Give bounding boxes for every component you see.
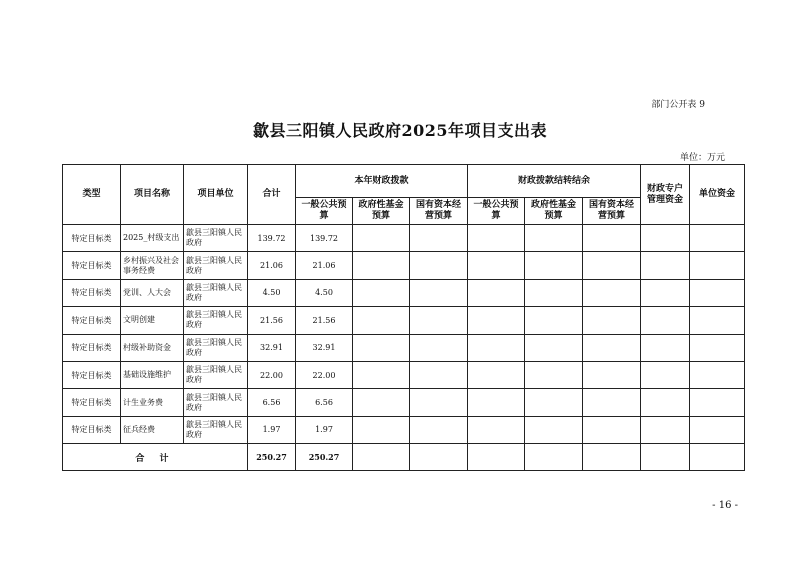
type-cell: 特定目标类 bbox=[63, 389, 121, 416]
header-stateasset-carryover: 国有资本经营预算 bbox=[583, 198, 641, 225]
unit-label: 单位：万元 bbox=[679, 153, 725, 163]
empty-cell bbox=[353, 361, 410, 388]
empty-cell bbox=[525, 307, 583, 334]
type-cell: 特定目标类 bbox=[63, 334, 121, 361]
empty-cell bbox=[353, 334, 410, 361]
table-row bbox=[63, 225, 745, 252]
header-name: 项目名称 bbox=[121, 165, 184, 225]
empty-cell bbox=[641, 361, 690, 388]
table-row bbox=[63, 334, 745, 361]
general-budget-cell: 32.91 bbox=[296, 334, 353, 361]
general-budget-cell: 21.56 bbox=[296, 307, 353, 334]
empty-cell bbox=[525, 252, 583, 279]
empty-cell bbox=[410, 389, 468, 416]
empty-cell bbox=[583, 416, 641, 443]
project-name-cell: 乡村振兴及社会事务经费 bbox=[121, 252, 184, 279]
total-cell: 139.72 bbox=[248, 225, 296, 252]
empty-cell bbox=[468, 444, 525, 471]
empty-cell bbox=[525, 334, 583, 361]
total-cell: 1.97 bbox=[248, 416, 296, 443]
table-row bbox=[63, 252, 745, 279]
empty-cell bbox=[468, 416, 525, 443]
table-row bbox=[63, 416, 745, 443]
project-org-cell: 歙县三阳镇人民政府 bbox=[184, 252, 248, 279]
project-org-cell: 歙县三阳镇人民政府 bbox=[184, 361, 248, 388]
header-general: 一般公共预算 bbox=[296, 198, 353, 225]
empty-cell bbox=[583, 279, 641, 306]
empty-cell bbox=[641, 279, 690, 306]
empty-cell bbox=[525, 225, 583, 252]
empty-cell bbox=[525, 389, 583, 416]
empty-cell bbox=[641, 334, 690, 361]
header-org: 项目单位 bbox=[184, 165, 248, 225]
empty-cell bbox=[353, 252, 410, 279]
total-row bbox=[63, 444, 745, 471]
project-org-cell: 歙县三阳镇人民政府 bbox=[184, 225, 248, 252]
empty-cell bbox=[410, 334, 468, 361]
total-cell: 21.06 bbox=[248, 252, 296, 279]
empty-cell bbox=[468, 334, 525, 361]
table-row bbox=[63, 279, 745, 306]
empty-cell bbox=[690, 252, 745, 279]
empty-cell bbox=[468, 361, 525, 388]
empty-cell bbox=[583, 307, 641, 334]
empty-cell bbox=[690, 444, 745, 471]
empty-cell bbox=[583, 444, 641, 471]
empty-cell bbox=[641, 416, 690, 443]
project-org-cell: 歙县三阳镇人民政府 bbox=[184, 416, 248, 443]
project-name-cell: 征兵经费 bbox=[121, 416, 184, 443]
empty-cell bbox=[468, 279, 525, 306]
empty-cell bbox=[690, 389, 745, 416]
page-title: 歙县三阳镇人民政府2025年项目支出表 bbox=[252, 121, 548, 140]
empty-cell bbox=[525, 416, 583, 443]
header-govfund: 政府性基金预算 bbox=[353, 198, 410, 225]
general-budget-cell: 22.00 bbox=[296, 361, 353, 388]
table-row bbox=[63, 361, 745, 388]
total-general: 250.27 bbox=[296, 444, 353, 471]
total-cell: 22.00 bbox=[248, 361, 296, 388]
empty-cell bbox=[353, 279, 410, 306]
empty-cell bbox=[690, 361, 745, 388]
project-org-cell: 歙县三阳镇人民政府 bbox=[184, 334, 248, 361]
total-cell: 4.50 bbox=[248, 279, 296, 306]
empty-cell bbox=[583, 334, 641, 361]
empty-cell bbox=[690, 307, 745, 334]
type-cell: 特定目标类 bbox=[63, 361, 121, 388]
project-org-cell: 歙县三阳镇人民政府 bbox=[184, 279, 248, 306]
page-tag: 部门公开表 9 bbox=[651, 100, 705, 110]
empty-cell bbox=[583, 361, 641, 388]
empty-cell bbox=[641, 307, 690, 334]
empty-cell bbox=[353, 444, 410, 471]
empty-cell bbox=[583, 389, 641, 416]
empty-cell bbox=[583, 225, 641, 252]
project-name-cell: 党训、人大会 bbox=[121, 279, 184, 306]
empty-cell bbox=[641, 444, 690, 471]
general-budget-cell: 139.72 bbox=[296, 225, 353, 252]
empty-cell bbox=[410, 416, 468, 443]
empty-cell bbox=[353, 389, 410, 416]
table-row bbox=[63, 307, 745, 334]
empty-cell bbox=[641, 252, 690, 279]
empty-cell bbox=[690, 225, 745, 252]
type-cell: 特定目标类 bbox=[63, 416, 121, 443]
project-org-cell: 歙县三阳镇人民政府 bbox=[184, 307, 248, 334]
total-cell: 6.56 bbox=[248, 389, 296, 416]
empty-cell bbox=[583, 252, 641, 279]
page-number: - 16 - bbox=[712, 500, 738, 511]
empty-cell bbox=[410, 279, 468, 306]
project-name-cell: 计生业务费 bbox=[121, 389, 184, 416]
header-total: 合计 bbox=[248, 165, 296, 225]
empty-cell bbox=[690, 416, 745, 443]
empty-cell bbox=[410, 225, 468, 252]
header-unit-funds: 单位资金 bbox=[690, 165, 745, 225]
empty-cell bbox=[525, 444, 583, 471]
empty-cell bbox=[468, 225, 525, 252]
total-amount: 250.27 bbox=[248, 444, 296, 471]
project-name-cell: 文明创建 bbox=[121, 307, 184, 334]
general-budget-cell: 1.97 bbox=[296, 416, 353, 443]
project-name-cell: 2025_村级支出 bbox=[121, 225, 184, 252]
type-cell: 特定目标类 bbox=[63, 279, 121, 306]
expenditure-table bbox=[62, 164, 745, 471]
empty-cell bbox=[410, 361, 468, 388]
header-govfund-carryover: 政府性基金预算 bbox=[525, 198, 583, 225]
header-special: 财政专户管理资金 bbox=[641, 165, 690, 225]
total-cell: 32.91 bbox=[248, 334, 296, 361]
empty-cell bbox=[353, 416, 410, 443]
empty-cell bbox=[468, 389, 525, 416]
header-stateasset: 国有资本经营预算 bbox=[410, 198, 468, 225]
empty-cell bbox=[525, 279, 583, 306]
project-name-cell: 基础设施维护 bbox=[121, 361, 184, 388]
empty-cell bbox=[410, 307, 468, 334]
header-general-carryover: 一般公共预算 bbox=[468, 198, 525, 225]
type-cell: 特定目标类 bbox=[63, 252, 121, 279]
project-name-cell: 村级补助资金 bbox=[121, 334, 184, 361]
general-budget-cell: 21.06 bbox=[296, 252, 353, 279]
empty-cell bbox=[468, 307, 525, 334]
empty-cell bbox=[468, 252, 525, 279]
empty-cell bbox=[641, 389, 690, 416]
header-type: 类型 bbox=[63, 165, 121, 225]
general-budget-cell: 6.56 bbox=[296, 389, 353, 416]
empty-cell bbox=[690, 279, 745, 306]
empty-cell bbox=[690, 334, 745, 361]
empty-cell bbox=[410, 252, 468, 279]
total-cell: 21.56 bbox=[248, 307, 296, 334]
type-cell: 特定目标类 bbox=[63, 307, 121, 334]
header-current-year: 本年财政拨款 bbox=[296, 165, 468, 198]
empty-cell bbox=[525, 361, 583, 388]
table-row bbox=[63, 389, 745, 416]
general-budget-cell: 4.50 bbox=[296, 279, 353, 306]
empty-cell bbox=[410, 444, 468, 471]
empty-cell bbox=[353, 225, 410, 252]
total-label: 合 计 bbox=[63, 444, 248, 471]
empty-cell bbox=[353, 307, 410, 334]
empty-cell bbox=[641, 225, 690, 252]
header-carryover: 财政拨款结转结余 bbox=[468, 165, 641, 198]
project-org-cell: 歙县三阳镇人民政府 bbox=[184, 389, 248, 416]
type-cell: 特定目标类 bbox=[63, 225, 121, 252]
